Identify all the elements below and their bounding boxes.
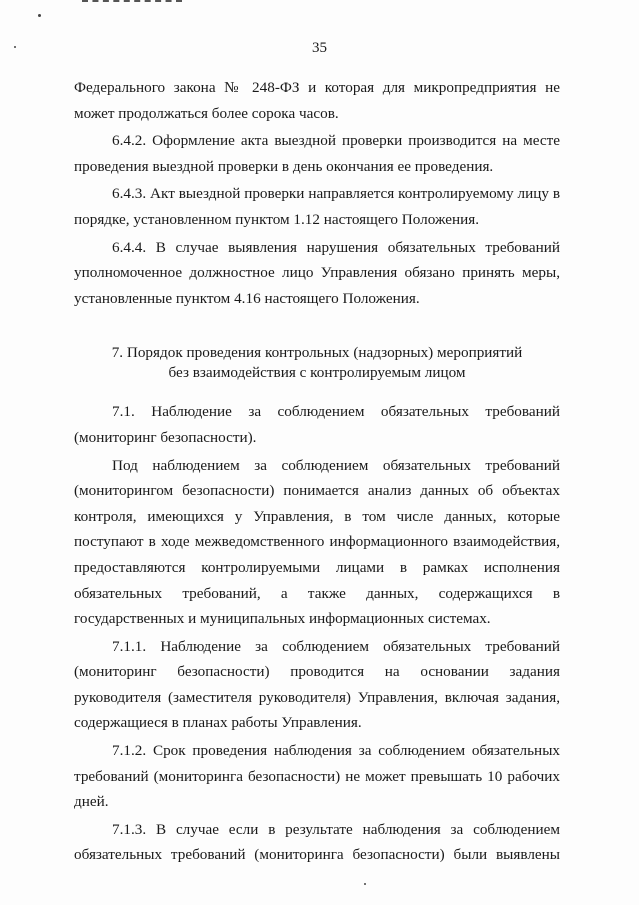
paragraph-definition: Под наблюдением за соблюдением обязательных требований (мониторингом безопасности) понимается анализ данных об объектах контроля, имеющихся у Управления, в том числе данных, которые поступают в ходе межведомственного информационного взаимодействия, предоставляются контролируемыми лицами в рамках исполнения обязательных требований, а также данных, содержащихся в государственных и муниципальных информационных системах. xyxy=(74,456,560,628)
paragraph-6-4-4: 6.4.4. В случае выявления нарушения обязательных требований уполномоченное должностное лицо Управления обязано принять меры, установленные пунктом 4.16 настоящего Положения. xyxy=(74,238,560,307)
section-heading-line-2: без взаимодействия с контролируемым лицом xyxy=(168,364,466,382)
document-body xyxy=(74,75,560,868)
section-heading xyxy=(74,311,560,399)
paragraph-7-1-1: 7.1.1. Наблюдение за соблюдением обязательных требований (мониторинг безопасности) проводится на основании задания руководителя (заместителя руководителя) Управления, включая задания, содержащиеся в планах работы Управления. xyxy=(74,637,560,732)
paragraph-7-1: 7.1. Наблюдение за соблюдением обязательных требований (мониторинг безопасности). xyxy=(74,403,560,446)
paragraph-continuation: Федерального закона № 248-ФЗ и которая для микропредприятия не может продолжаться более сорока часов. xyxy=(74,79,560,122)
page-number: 35 xyxy=(312,40,327,56)
scan-speck xyxy=(38,14,41,17)
section-heading-line-1: 7. Порядок проведения контрольных (надзорных) мероприятий xyxy=(111,344,523,362)
paragraph-7-1-3: 7.1.3. В случае если в результате наблюдения за соблюдением обязательных требований (мониторинга безопасности) были выявлены xyxy=(74,820,560,864)
paragraph-7-1-2: 7.1.2. Срок проведения наблюдения за соблюдением обязательных требований (мониторинга безопасности) не может превышать 10 рабочих дней. xyxy=(74,742,560,811)
top-edge-rule xyxy=(82,0,182,4)
scan-speck xyxy=(364,883,366,885)
paragraph-6-4-2: 6.4.2. Оформление акта выездной проверки производится на месте проведения выездной проверки в день окончания ее проведения. xyxy=(74,132,560,175)
paragraph-6-4-3: 6.4.3. Акт выездной проверки направляется контролируемому лицу в порядке, установленном пунктом 1.12 настоящего Положения. xyxy=(74,185,560,228)
